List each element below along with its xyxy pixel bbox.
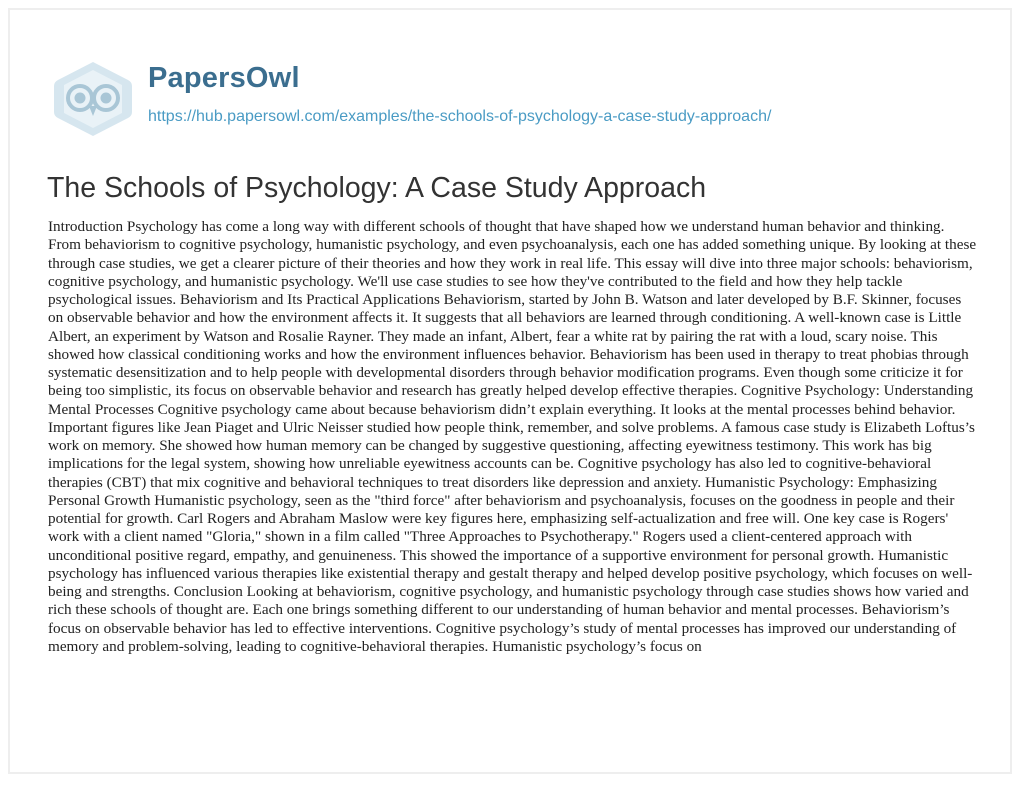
owl-logo-icon <box>48 58 138 138</box>
document-body: Introduction Psychology has come a long way with different schools of thought that have shaped how we understand human behavior and thinking. From behaviorism to cognitive psychology, humanistic psychology, and even psychoanalysis, each one has added something unique. By looking at these through case studies, we get a clearer picture of their theories and how they work in real life. This essay will dive into three major schools: behaviorism, cognitive psychology, and humanistic psychology. We'll use case studies to see how they've contributed to the field and how they help tackle psychological issues. Behaviorism and Its Practical Applications Behaviorism, started by John B. Watson and later developed by B.F. Skinner, focuses on observable behavior and how the environment affects it. It suggests that all behaviors are learned through conditioning. A well-known case is Little Albert, an experiment by Watson and Rosalie Rayner. They made an infant, Albert, fear a white rat by pairing the rat with a loud, scary noise. This showed how classical conditioning works and how the environment influences behavior. Behaviorism has been used in therapy to treat phobias through systematic desensitization and to help people with developmental disorders through behavior modification programs. Even though some criticize it for being too simplistic, its focus on observable behavior and research has greatly helped develop effective therapies. Cognitive Psychology: Understanding Mental Processes Cognitive psychology came about because behaviorism didn’t explain everything. It looks at the mental processes behind behavior. Important figures like Jean Piaget and Ulric Neisser studied how people think, remember, and solve problems. A famous case study is Elizabeth Loftus’s work on memory. She showed how human memory can be changed by suggestive questioning, affecting eyewitness testimony. This work has big implications for the legal system, showing how unreliable eyewitness accounts can be. Cognitive psychology has also led to cognitive-behavioral therapies (CBT) that mix cognitive and behavioral techniques to treat disorders like depression and anxiety. Humanistic Psychology: Emphasizing Personal Growth Humanistic psychology, seen as the "third force" after behaviorism and psychoanalysis, focuses on the goodness in people and their potential for growth. Carl Rogers and Abraham Maslow were key figures here, emphasizing self-actualization and free will. One key case is Rogers' work with a client named "Gloria," shown in a film called "Three Approaches to Psychotherapy." Rogers used a client-centered approach with unconditional positive regard, empathy, and genuineness. This showed the importance of a supportive environment for personal growth. Humanistic psychology has influenced various therapies like existential therapy and gestalt therapy and helped develop positive psychology, which focuses on well-being and strengths. Conclusion Looking at behaviorism, cognitive psychology, and humanistic psychology through case studies shows how varied and rich these schools of thought are. Each one brings something different to our understanding of human behavior and mental processes. Behaviorism’s focus on observable behavior has led to effective interventions. Cognitive psychology’s study of mental processes has improved our understanding of memory and problem-solving, leading to cognitive-behavioral therapies. Humanistic psychology’s focus on <box>48 218 977 655</box>
source-url-link[interactable]: https://hub.papersowl.com/examples/the-schools-of-psychology-a-case-study-approach/ <box>148 108 772 125</box>
brand-block <box>148 60 771 126</box>
brand-name: PapersOwl <box>148 62 300 94</box>
document-title: The Schools of Psychology: A Case Study Approach <box>47 172 707 204</box>
header <box>48 60 771 140</box>
